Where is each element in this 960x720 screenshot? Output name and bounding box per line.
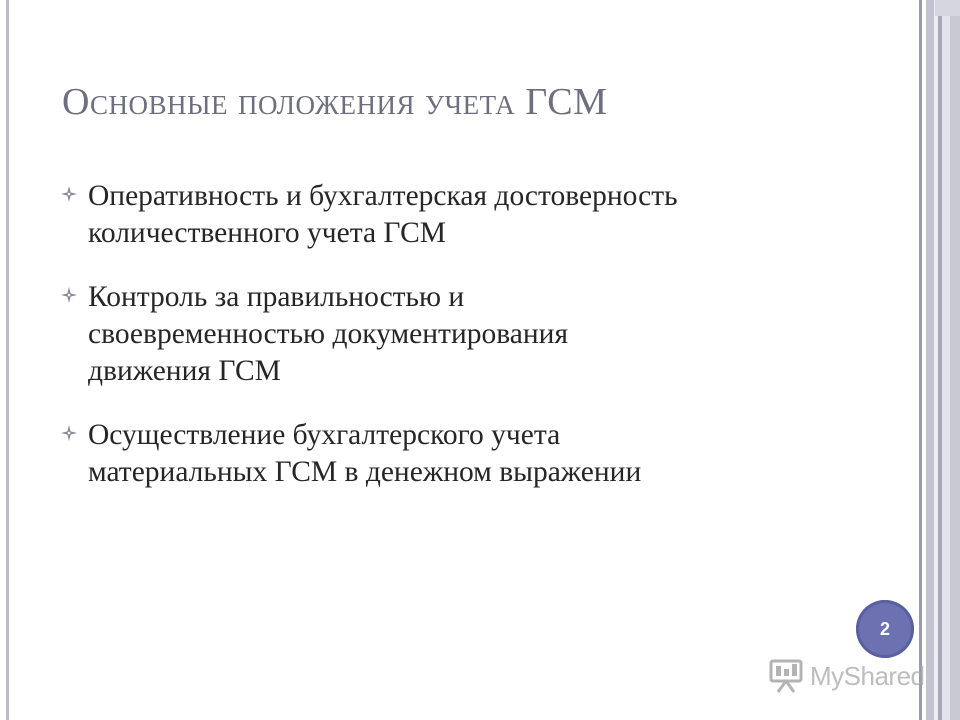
bullet-list bbox=[60, 178, 880, 518]
bullet-item bbox=[60, 279, 880, 390]
bullet-text: Оперативность и бухгалтерская достоверность количественного учета ГСМ bbox=[88, 180, 678, 249]
bullet-text: Осуществление бухгалтерского учета материальных ГСМ в денежном выражении bbox=[88, 419, 642, 488]
left-frame-border bbox=[6, 0, 9, 720]
bullet-text: Контроль за правильностью и своевременностью документирования движения ГСМ bbox=[88, 281, 569, 387]
watermark-text: MyShared bbox=[810, 660, 925, 691]
slide-title: Основные положения учета ГСМ bbox=[62, 81, 608, 123]
watermark bbox=[768, 656, 925, 696]
frame-corner bbox=[935, 0, 960, 16]
four-point-star-icon bbox=[60, 286, 78, 304]
slide-number-badge: 2 bbox=[856, 600, 914, 658]
right-frame-border bbox=[917, 0, 960, 720]
four-point-star-icon bbox=[60, 185, 78, 203]
four-point-star-icon bbox=[60, 424, 78, 442]
bullet-item bbox=[60, 417, 880, 491]
bullet-item bbox=[60, 178, 880, 252]
presentation-board-icon bbox=[768, 658, 806, 694]
